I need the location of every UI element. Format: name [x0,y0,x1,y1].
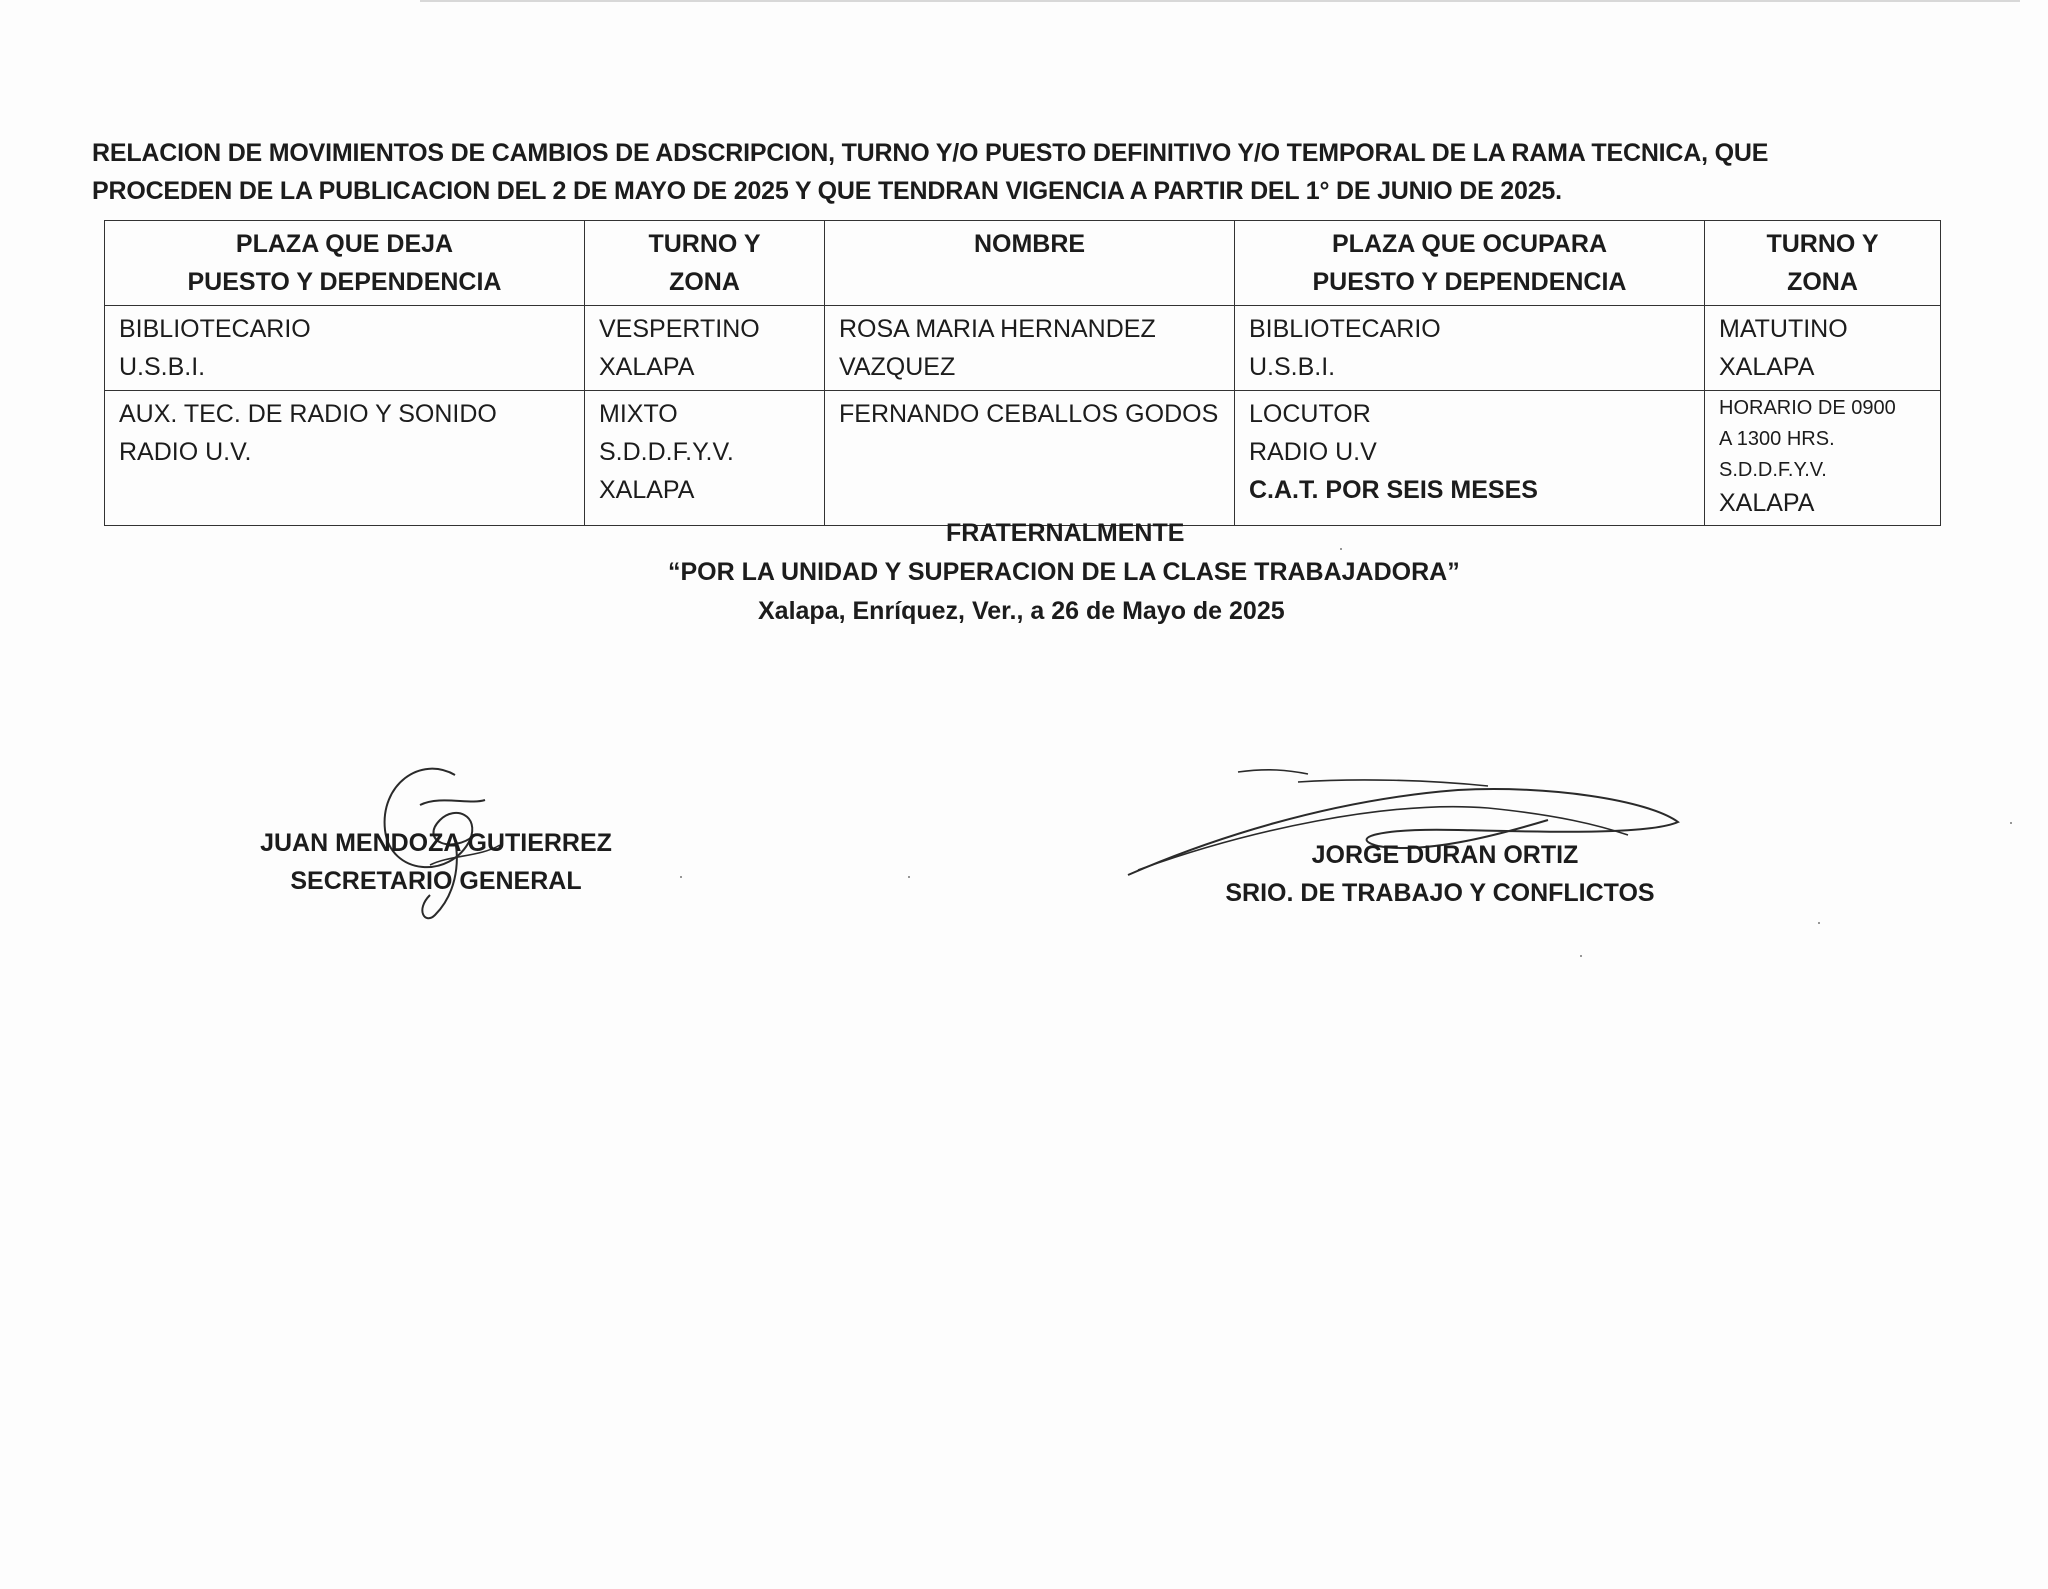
movements-table [104,220,1941,526]
cell-nombre: ROSA MARIA HERNANDEZ VAZQUEZ [825,306,1235,391]
cell-plaza-deja: BIBLIOTECARIO U.S.B.I. [105,306,585,391]
scan-edge-line [420,0,2020,2]
header-plaza-ocupara: PLAZA QUE OCUPARA PUESTO Y DEPENDENCIA [1235,221,1705,306]
cell-plaza-ocupara: BIBLIOTECARIO U.S.B.I. [1235,306,1705,391]
closing-place-date: Xalapa, Enríquez, Ver., a 26 de Mayo de 2025 [758,597,1285,625]
header-nombre: NOMBRE [825,221,1235,306]
cell-plaza-ocupara: LOCUTOR RADIO U.V C.A.T. POR SEIS MESES [1235,391,1705,526]
cell-turno-zona-deja: MIXTO S.D.D.F.Y.V. XALAPA [585,391,825,526]
document-heading [92,134,1952,210]
cell-turno-zona-deja: VESPERTINO XALAPA [585,306,825,391]
table-row [105,391,1941,526]
closing-salutation: FRATERNALMENTE [946,519,1185,547]
scan-speck [1818,922,1820,924]
closing-motto: “POR LA UNIDAD Y SUPERACION DE LA CLASE TRABAJADORA” [668,558,1460,586]
cell-plaza-deja: AUX. TEC. DE RADIO Y SONIDO RADIO U.V. [105,391,585,526]
cell-turno-zona-ocupara: HORARIO DE 0900 A 1300 HRS. S.D.D.F.Y.V. XALAPA [1705,391,1941,526]
cell-turno-zona-ocupara: MATUTINO XALAPA [1705,306,1941,391]
table-row [105,306,1941,391]
signatory-title-1: SECRETARIO GENERAL [290,867,582,895]
heading-line-2: PROCEDEN DE LA PUBLICACION DEL 2 DE MAYO DE 2025 Y QUE TENDRAN VIGENCIA A PARTIR DEL 1° DE JUNIO DE 2025. [92,177,1562,205]
heading-line-1: RELACION DE MOVIMIENTOS DE CAMBIOS DE ADSCRIPCION, TURNO Y/O PUESTO DEFINITIVO Y/O TEMPORAL DE LA RAMA TECNICA, QUE [92,139,1769,167]
signatory-name-2: JORGE DURAN ORTIZ [1311,841,1579,869]
scan-speck [1340,548,1342,550]
signature-block-2 [1180,836,1700,912]
signatory-title-2: SRIO. DE TRABAJO Y CONFLICTOS [1225,879,1655,907]
signatory-name-1: JUAN MENDOZA GUTIERREZ [260,829,612,857]
header-turno-zona-ocupara: TURNO Y ZONA [1705,221,1941,306]
scan-speck [680,876,682,878]
header-plaza-deja: PLAZA QUE DEJA PUESTO Y DEPENDENCIA [105,221,585,306]
scan-speck [2010,822,2012,824]
signature-block-1 [226,824,646,900]
header-turno-zona-deja: TURNO Y ZONA [585,221,825,306]
scan-speck [1580,955,1582,957]
table-header-row [105,221,1941,306]
cell-nombre: FERNANDO CEBALLOS GODOS [825,391,1235,526]
scan-speck [908,876,910,878]
